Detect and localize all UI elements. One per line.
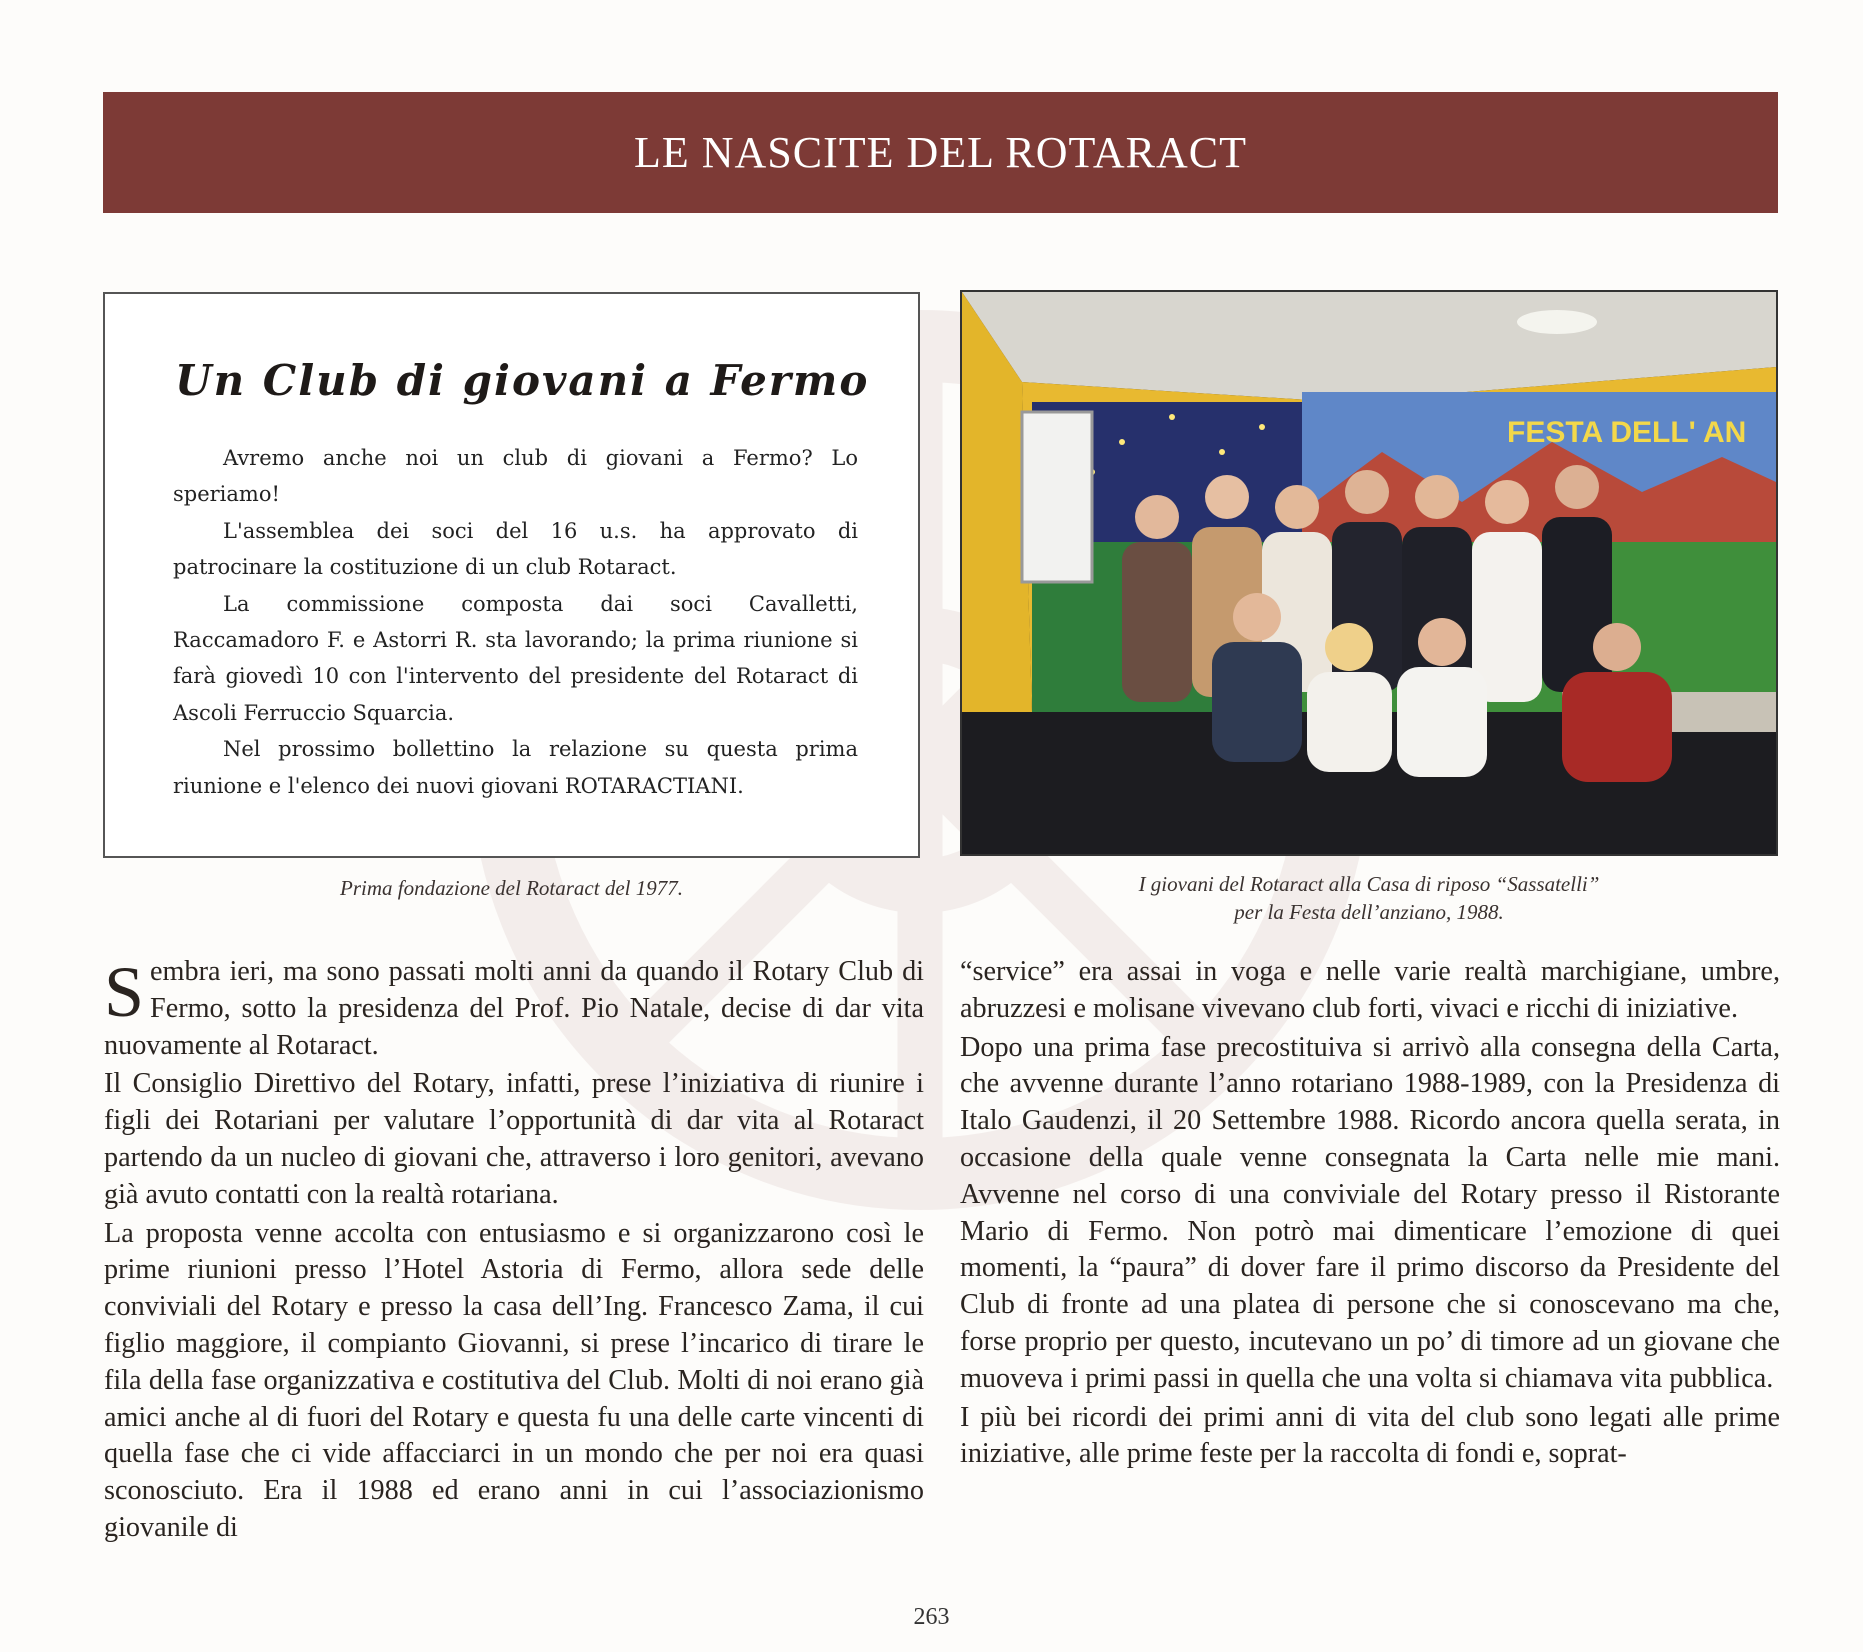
caption-clipping: Prima fondazione del Rotaract del 1977. bbox=[340, 876, 683, 900]
clipping-title: Un Club di giovani a Fermo bbox=[175, 356, 870, 405]
clipping-paragraph: La commissione composta dai soci Cavalletti, Raccamadoro F. e Astorri R. sta lavorando; la prima riunione si farà giovedì 10 con l'intervento del presidente del Rotaract di Ascoli Ferruccio Squarcia. bbox=[173, 591, 858, 725]
caption-photo bbox=[960, 870, 1778, 926]
clipping-paragraph: Avremo anche noi un club di giovani a Fermo? Lo speriamo! bbox=[173, 446, 858, 507]
clipping-body bbox=[173, 440, 858, 804]
body-paragraph: Dopo una prima fase precostituiva si arrivò alla consegna della Carta, che avvenne durante l’anno rotariano 1988-1989, con la Presidenza di Italo Gaudenzi, il 20 Settembre 1988. Ricordo ancora quella serata, in occasione della quale venne consegnata la Carta nelle mie mani. Avvenne nel corso di una conviviale del Rotary presso il Ristorante Mario di Fermo. Non potrò mai dimenticare l’emozione di quei momenti, la “paura” di dover fare il primo discorso da Presidente del Club di fronte ad una platea di persone che si conoscevano ma che, forse proprio per questo, incutevano un po’ di timore ad un giovane che muoveva i primi passi in quella che una volta si chiamava vita pubblica. bbox=[960, 1031, 1780, 1394]
newspaper-clipping bbox=[103, 292, 920, 858]
clipping-paragraph: L'assemblea dei soci del 16 u.s. ha approvato di patrocinare la costituzione di un club Rotaract. bbox=[173, 518, 858, 580]
body-paragraph: Il Consiglio Direttivo del Rotary, infatti, prese l’iniziativa di riunire i figli dei Rotariani per valutare l’opportunità di dar vita al Rotaract partendo da un nucleo di giovani che, attraverso i loro genitori, avevano già avuto contatti con la realtà rotariana. bbox=[104, 1068, 924, 1210]
body-paragraph-text: embra ieri, ma sono passati molti anni da quando il Rotary Club di Fermo, sotto la presidenza del Prof. Pio Natale, decise di dar vita nuovamente al Rotaract. bbox=[104, 956, 924, 1061]
body-paragraph bbox=[104, 954, 924, 1064]
body-column-left bbox=[104, 954, 924, 1549]
page-number: 263 bbox=[913, 1604, 950, 1630]
drop-cap: S bbox=[104, 952, 145, 1032]
mural-text: FESTA DELL' AN bbox=[1507, 416, 1747, 449]
body-paragraph: “service” era assai in voga e nelle varie realtà marchigiane, umbre, abruzzesi e molisane vivevano club forti, vivaci e ricchi di iniziative. bbox=[960, 956, 1780, 1024]
group-photo-illustration bbox=[962, 292, 1776, 854]
caption-photo-line1: I giovani del Rotaract alla Casa di riposo “Sassatelli” bbox=[1138, 872, 1600, 896]
caption-photo-line2: per la Festa dell’anziano, 1988. bbox=[1234, 900, 1504, 924]
body-paragraph: La proposta venne accolta con entusiasmo e si organizzarono così le prime riunioni presso l’Hotel Astoria di Fermo, allora sede delle conviviali del Rotary e presso la casa dell’Ing. Francesco Zama, il cui figlio maggiore, il compianto Giovanni, si prese l’incarico di tirare le fila della fase organizzativa e costitutiva del Club. Molti di noi erano già amici anche al di fuori del Rotary e questa fu una delle carte vincenti di quella fase che ci vide affacciarci in un mondo che per noi era quasi sconosciuto. Era il 1988 ed erano anni in cui l’associazionismo giovanile di bbox=[104, 1217, 924, 1543]
group-photo bbox=[960, 290, 1778, 856]
section-title: LE NASCITE DEL ROTARACT bbox=[633, 128, 1248, 177]
body-paragraph: I più bei ricordi dei primi anni di vita del club sono legati alle prime iniziative, alle prime feste per la raccolta di fondi e, soprat- bbox=[960, 1401, 1780, 1470]
clipping-paragraph: Nel prossimo bollettino la relazione su questa prima riunione e l'elenco dei nuovi giovani ROTARACTIANI. bbox=[173, 737, 858, 798]
body-column-right bbox=[960, 954, 1780, 1475]
section-header-band bbox=[103, 92, 1778, 213]
